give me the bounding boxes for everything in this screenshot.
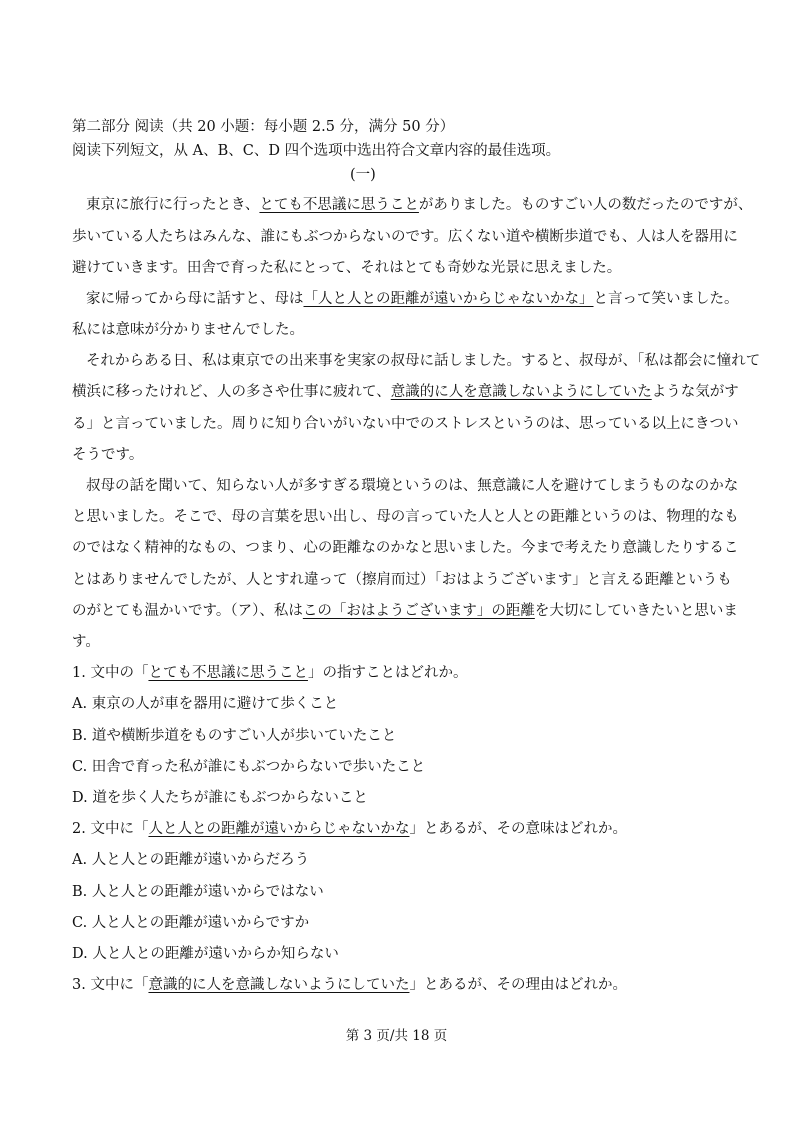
q1-option-b: B. 道や横断歩道をものすごい人が歩いていたこと xyxy=(72,728,397,744)
passage-line: 家に帰ってから母に話すと、母は「人と人との距離が遠いからじゃないかな」と言って笑いました。 xyxy=(86,291,739,307)
section-number: (一) xyxy=(350,167,376,183)
passage-line: のがとても温かいです。（ア）、私はこの「おはようございます」の距離を大切にしていきたいと思いま xyxy=(72,603,738,619)
underlined-phrase: とても不思議に思うこと xyxy=(259,197,419,213)
passage-line: 東京に旅行に行ったとき、とても不思議に思うことがありました。ものすごい人の数だったのですが、 xyxy=(86,197,753,213)
passage-line: と思いました。そこで、母の言葉を思い出し、母の言っていた人と人との距離というのは、物理的なも xyxy=(72,509,739,525)
passage-line: 横浜に移ったけれど、人の多さや仕事に疲れて、意識的に人を意識しないようにしていたような気がす xyxy=(72,384,739,400)
passage-line: 歩いている人たちはみんな、誰にもぶつからないのです。広くない道や横断歩道でも、人は人を器用に xyxy=(72,229,738,245)
passage-line: のではなく精神的なもの、つまり、心の距離なのかなと思いました。今まで考えたり意識したりするこ xyxy=(72,540,739,556)
underlined-phrase: 「人と人との距離が遠いからじゃないかな」 xyxy=(303,291,594,307)
q1-option-c: C. 田舎で育った私が誰にもぶつからないで歩いたこと xyxy=(72,759,426,775)
q2-option-b: B. 人と人との距離が遠いからではない xyxy=(72,884,324,900)
underlined-phrase: 人と人との距離が遠いからじゃないかな xyxy=(148,821,410,837)
passage-line: す。 xyxy=(72,634,100,650)
underlined-phrase: 意識的に人を意識しないようにしていた xyxy=(390,384,652,400)
underlined-phrase: とても不思議に思うこと xyxy=(148,665,308,681)
question-3: 3. 文中に「意識的に人を意識しないようにしていた」とあるが、その理由はどれか。 xyxy=(72,977,627,993)
passage-line: 避けていきます。田舎で育った私にとって、それはとても奇妙な光景に思えました。 xyxy=(72,260,622,276)
part-title: 第二部分 阅读（共 20 小题：每小题 2.5 分，满分 50 分） xyxy=(72,119,455,135)
q2-option-a: A. 人と人との距離が遠いからだろう xyxy=(72,852,310,868)
q2-option-d: D. 人と人との距離が遠いからか知らない xyxy=(72,946,339,962)
q1-option-d: D. 道を歩く人たちが誰にもぶつからないこと xyxy=(72,790,368,806)
question-1: 1. 文中の「とても不思議に思うこと」の指すことはどれか。 xyxy=(72,665,468,681)
question-2: 2. 文中に「人と人との距離が遠いからじゃないかな」とあるが、その意味はどれか。 xyxy=(72,821,627,837)
underlined-phrase: 意識的に人を意識しないようにしていた xyxy=(148,977,410,993)
passage-line: それからある日、私は東京での出来事を実家の叔母に話しました。すると、叔母が、「私は都会に憧れて xyxy=(86,353,761,369)
passage-line: 叔母の話を聞いて、知らない人が多すぎる環境というのは、無意識に人を避けてしまうものなのかな xyxy=(86,478,739,494)
underlined-phrase: この「おはようございます」の距離 xyxy=(302,603,535,619)
passage-line: とはありませんでしたが、人とすれ違って（擦肩而过）「おはようございます」と言える距離というも xyxy=(72,572,732,588)
instruction: 阅读下列短文，从 A、B、C、D 四个选项中选出符合文章内容的最佳选项。 xyxy=(72,143,561,159)
passage-line: そうです。 xyxy=(72,447,144,463)
page-footer: 第 3 页/共 18 页 xyxy=(345,1028,448,1044)
passage-line: 私には意味が分かりませんでした。 xyxy=(72,322,304,338)
q2-option-c: C. 人と人との距離が遠いからですか xyxy=(72,915,310,931)
q1-option-a: A. 東京の人が車を器用に避けて歩くこと xyxy=(72,696,339,712)
passage-line: る」と言っていました。周りに知り合いがいない中でのストレスというのは、思っている以上にきつい xyxy=(72,416,739,432)
